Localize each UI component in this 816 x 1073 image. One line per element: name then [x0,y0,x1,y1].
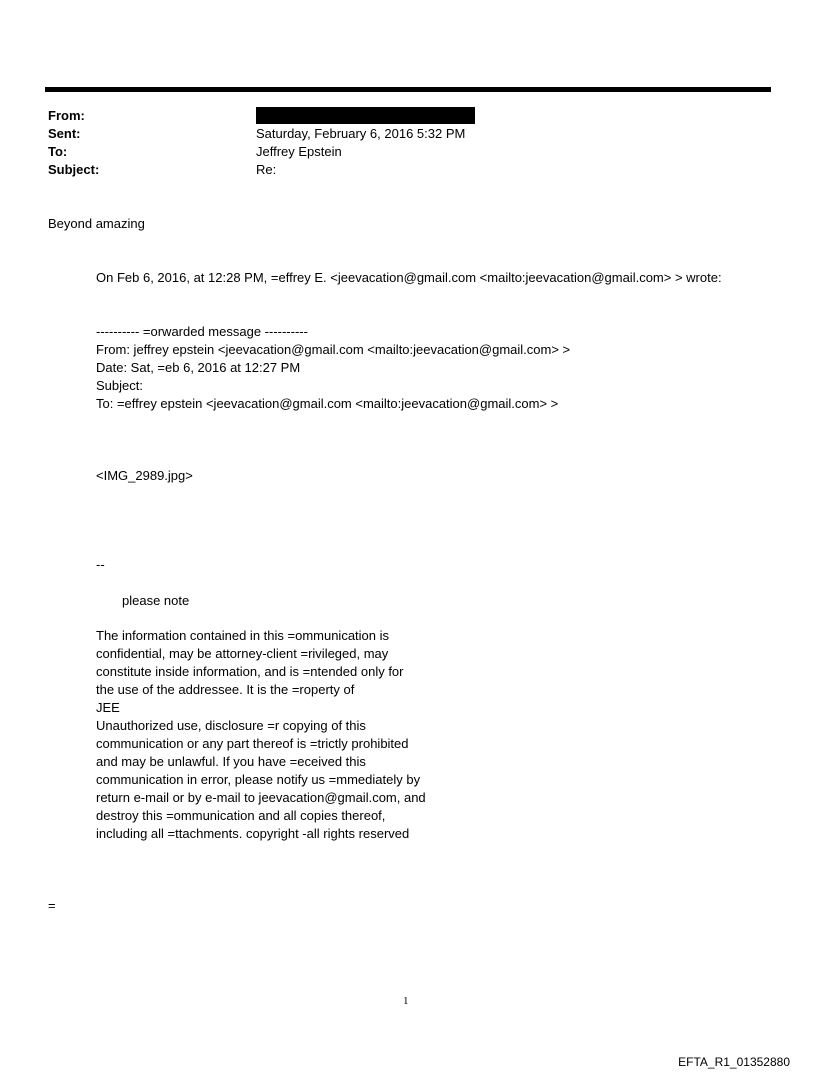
sent-label: Sent: [48,126,81,141]
from-label: From: [48,108,85,123]
disclaimer-line: destroy this =ommunication and all copies thereof, [96,808,386,823]
page-number: 1 [403,995,409,1007]
disclaimer [96,627,456,843]
disclaimer-line: communication or any part thereof is =trictly prohibited [96,736,409,751]
quote-intro: On Feb 6, 2016, at 12:28 PM, =effrey E. <jeevacation@gmail.com <mailto:jeevacation@gmail.com> > wrote: [96,270,722,285]
disclaimer-line: The information contained in this =ommunication is [96,628,390,643]
forwarded-from: From: jeffrey epstein <jeevacation@gmail.com <mailto:jeevacation@gmail.com> > [96,342,571,357]
signature-separator: -- [96,557,105,572]
disclaimer-line: JEE [96,700,120,715]
header-rule [45,87,771,92]
to-label: To: [48,144,68,159]
forwarded-header: ---------- =orwarded message ---------- [96,324,308,339]
sent-value: Saturday, February 6, 2016 5:32 PM [256,126,466,141]
disclaimer-line: return e-mail or by e-mail to jeevacation@gmail.com, and [96,790,426,805]
disclaimer-line: and may be unlawful. If you have =eceived this [96,754,366,769]
subject-label: Subject: [48,162,100,177]
disclaimer-line: the use of the addressee. It is the =roperty of [96,682,355,697]
trailing-marker: = [48,898,56,913]
subject-value: Re: [256,162,277,177]
to-value: Jeffrey Epstein [256,144,342,159]
attachment-name: <IMG_2989.jpg> [96,468,193,483]
disclaimer-line: Unauthorized use, disclosure =r copying of this [96,718,366,733]
disclaimer-line: including all =ttachments. copyright -all rights reserved [96,826,410,841]
disclaimer-line: constitute inside information, and is =ntended only for [96,664,404,679]
note-heading: please note [122,593,190,608]
disclaimer-line: communication in error, please notify us =mmediately by [96,772,421,787]
document-id: EFTA_R1_01352880 [678,1055,790,1069]
reply-text: Beyond amazing [48,216,145,231]
redacted-sender [256,107,475,124]
forwarded-subject: Subject: [96,378,143,393]
forwarded-to: To: =effrey epstein <jeevacation@gmail.com <mailto:jeevacation@gmail.com> > [96,396,559,411]
disclaimer-line: confidential, may be attorney-client =rivileged, may [96,646,389,661]
forwarded-date: Date: Sat, =eb 6, 2016 at 12:27 PM [96,360,301,375]
